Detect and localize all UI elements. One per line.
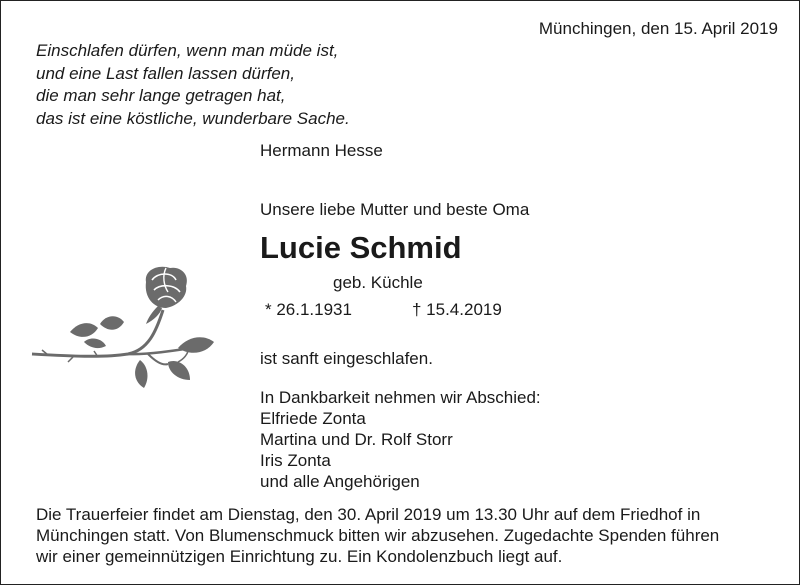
funeral-notice bbox=[36, 504, 776, 567]
maiden-name: geb. Küchle bbox=[333, 273, 423, 292]
mourner-name: Elfriede Zonta bbox=[260, 409, 366, 428]
rose-icon bbox=[28, 262, 218, 392]
birth-date: * 26.1.1931 bbox=[265, 300, 352, 319]
notice-line: Münchingen statt. Von Blumenschmuck bitten wir abzusehen. Zugedachte Spenden führen bbox=[36, 526, 720, 545]
mourner-name: Martina und Dr. Rolf Storr bbox=[260, 430, 453, 449]
poem-author: Hermann Hesse bbox=[260, 141, 383, 160]
intro-line: Unsere liebe Mutter und beste Oma bbox=[260, 200, 530, 219]
mourner-name: und alle Angehörigen bbox=[260, 472, 420, 491]
deceased-name: Lucie Schmid bbox=[260, 230, 462, 265]
poem-line: die man sehr lange getragen hat, bbox=[36, 86, 286, 105]
passed-text: ist sanft eingeschlafen. bbox=[260, 349, 433, 368]
mourners-heading: In Dankbarkeit nehmen wir Abschied: bbox=[260, 388, 541, 407]
mourner-name: Iris Zonta bbox=[260, 451, 331, 470]
poem-line: Einschlafen dürfen, wenn man müde ist, bbox=[36, 41, 339, 60]
notice-line: wir einer gemeinnützigen Einrichtung zu. Ein Kondolenzbuch liegt auf. bbox=[36, 547, 563, 566]
date-line: Münchingen, den 15. April 2019 bbox=[538, 19, 778, 38]
poem bbox=[36, 40, 350, 130]
poem-line: und eine Last fallen lassen dürfen, bbox=[36, 63, 295, 83]
notice-line: Die Trauerfeier findet am Dienstag, den 30. April 2019 um 13.30 Uhr auf dem Friedhof in bbox=[36, 505, 701, 524]
death-date: † 15.4.2019 bbox=[412, 300, 502, 319]
poem-line: das ist eine köstliche, wunderbare Sache. bbox=[36, 108, 350, 128]
mourners-block bbox=[260, 387, 541, 492]
